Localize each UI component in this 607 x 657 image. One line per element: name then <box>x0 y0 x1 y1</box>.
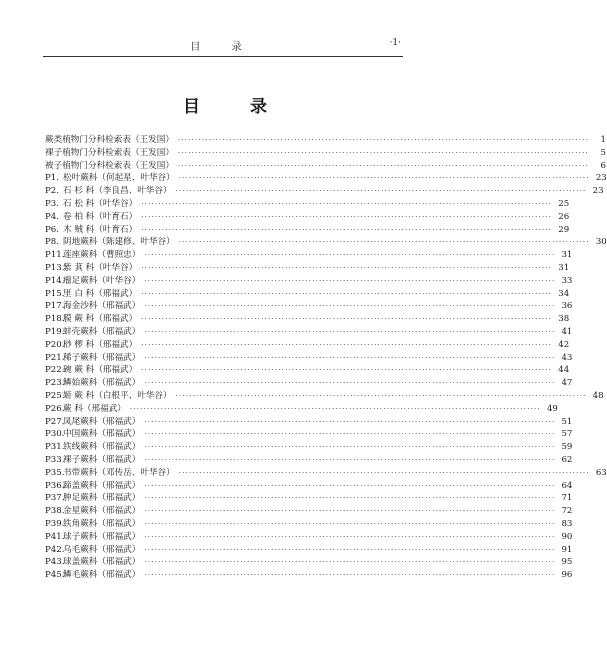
toc-entry-code: P2. <box>45 186 59 197</box>
toc-entry-code: P3. <box>45 198 59 209</box>
toc-dot-leader: ························································································································ <box>144 353 556 362</box>
toc-entry <box>45 185 604 198</box>
toc-entry-title: 裸子蕨科（邢福武） <box>63 454 141 465</box>
toc-dot-leader: ························································································································ <box>144 519 556 528</box>
toc-entry <box>45 492 573 505</box>
toc-entry-page: 64 <box>561 480 573 491</box>
toc-dot-leader: ························································································································ <box>129 404 541 413</box>
toc-entry-title: 膜 蕨 科（邢福武） <box>63 314 138 325</box>
toc-entry-page: 96 <box>561 570 573 581</box>
toc-entry-code: P6. <box>45 224 59 235</box>
toc-entry-page: 43 <box>561 352 573 363</box>
toc-entry-code: P33. <box>45 454 65 465</box>
toc-entry-title: 海金沙科（邢福武） <box>63 301 141 312</box>
toc-entry-page: 36 <box>561 301 573 312</box>
toc-entry-page: 23 <box>592 186 604 197</box>
toc-entry-title: 莲座蕨科（曹照忠） <box>63 250 141 261</box>
toc-dot-leader: ························································································································ <box>144 507 556 516</box>
toc-entry-code: P31. <box>45 442 65 453</box>
toc-entry-page: 38 <box>558 314 570 325</box>
toc-entry-code: P21. <box>45 352 65 363</box>
toc-entry-page: 30 <box>595 237 607 248</box>
toc-entry-page: 72 <box>561 506 573 517</box>
toc-entry-code: P14. <box>45 275 65 286</box>
toc-dot-leader: ························································································································ <box>141 225 553 234</box>
toc-dot-leader: ························································································································ <box>177 148 589 157</box>
toc-entry-title: 鳞毛蕨科（邢福武） <box>63 570 141 581</box>
toc-dot-leader: ························································································································ <box>141 289 553 298</box>
toc-entry-code: P1. <box>45 173 59 184</box>
toc-entry-title: 铁角蕨科（邢福武） <box>63 518 141 529</box>
toc-entry-title: 稀子蕨科（邢福武） <box>63 352 141 363</box>
toc-dot-leader: ························································································································ <box>144 276 556 285</box>
toc-dot-leader: ························································································································ <box>144 379 556 388</box>
toc-entry-page: 1 <box>600 135 606 145</box>
toc-dot-leader: ························································································································ <box>141 199 553 208</box>
toc-entry-code: P37. <box>45 493 65 504</box>
toc-dot-leader: ························································································································ <box>144 430 556 439</box>
toc-entry-title: 肿足蕨科（邢福武） <box>63 493 141 504</box>
toc-dot-leader: ························································································································ <box>144 494 556 503</box>
toc-entry-title: 蚌壳蕨科（邢福武） <box>63 326 141 337</box>
toc-entry-code: P23. <box>45 378 65 389</box>
toc-entry-code: P36. <box>45 480 65 491</box>
toc-entry <box>45 198 570 211</box>
toc-entry-title: 蕨类植物门分科检索表（王发国） <box>45 135 174 145</box>
toc-entry-title: 球盖蕨科（邢福武） <box>63 557 141 568</box>
toc-entry-page: 41 <box>561 326 573 337</box>
toc-entry <box>45 147 606 160</box>
toc-entry-title: 鳞始蕨科（邢福武） <box>63 378 141 389</box>
toc-entry-code: P38. <box>45 506 65 517</box>
toc-entry <box>45 518 573 531</box>
toc-entry-code: P27. <box>45 416 65 427</box>
toc-entry-page: 23 <box>595 173 607 184</box>
toc-entry <box>45 467 607 480</box>
toc-entry <box>45 556 573 569</box>
toc-entry <box>45 249 573 262</box>
toc-entry <box>45 262 570 275</box>
toc-entry-page: 71 <box>561 493 573 504</box>
toc-dot-leader: ························································································································ <box>144 327 556 336</box>
toc-entry-title: 被子植物门分科检索表（王发国） <box>45 160 174 171</box>
toc-entry-code: P18. <box>45 314 65 325</box>
toc-entry-page: 6 <box>600 160 606 171</box>
toc-entry <box>45 505 573 518</box>
toc-entry-page: 44 <box>558 365 570 376</box>
toc-entry <box>45 441 573 454</box>
toc-entry-page: 63 <box>595 467 607 478</box>
toc-entry <box>45 377 573 390</box>
toc-entry-title: 阴地蕨科（陈建修、叶华谷） <box>63 237 175 248</box>
toc-dot-leader: ························································································································ <box>178 174 590 183</box>
toc-entry <box>45 339 570 352</box>
toc-entry <box>45 313 570 326</box>
toc-dot-leader: ························································································································ <box>141 366 553 375</box>
toc-entry <box>45 531 573 544</box>
toc-entry <box>45 134 606 147</box>
toc-entry-code: P30. <box>45 429 65 440</box>
toc-dot-leader: ························································································································ <box>178 238 590 247</box>
toc-entry-title: 姬 蕨 科（白根平、叶华谷） <box>63 390 172 401</box>
toc-entry-page: 48 <box>592 390 604 401</box>
toc-entry-code: P20. <box>45 339 65 350</box>
toc-entry <box>45 300 573 313</box>
toc-entry-page: 51 <box>561 416 573 427</box>
toc-entry-page: 31 <box>561 250 573 261</box>
toc-entry-title: 石 杉 科（李良昌、叶华谷） <box>63 186 172 197</box>
running-title: 目 录 <box>190 42 256 53</box>
toc-entry <box>45 480 573 493</box>
toc-entry-code: P43. <box>45 557 65 568</box>
toc-entry-code: P19. <box>45 326 65 337</box>
toc-entry-code: P35. <box>45 467 65 478</box>
toc-dot-leader: ························································································································ <box>144 302 556 311</box>
toc-entry <box>45 172 607 185</box>
toc-entry-page: 34 <box>558 288 570 299</box>
toc-entry <box>45 352 573 365</box>
toc-entry <box>45 364 570 377</box>
toc-entry-title: 木 贼 科（叶育石） <box>63 224 138 235</box>
toc-entry <box>45 544 573 557</box>
toc-entry-page: 90 <box>561 531 573 542</box>
toc-entry-title: 石 松 科（叶华谷） <box>63 198 138 209</box>
toc-entry-title: 蕨 科（邢福武） <box>63 403 126 414</box>
toc-entry-code: P4. <box>45 211 59 222</box>
toc-entry-title: 蹄盖蕨科（邢福武） <box>63 480 141 491</box>
toc-entry-title: 里 白 科（邢福武） <box>63 288 138 299</box>
toc-entry <box>45 326 573 339</box>
toc-entry-title: 紫 萁 科（叶华谷） <box>63 262 138 273</box>
toc-entry-code: P17. <box>45 301 65 312</box>
toc-entry-title: 金星蕨科（邢福武） <box>63 506 141 517</box>
toc-entry-page: 31 <box>558 262 570 273</box>
toc-entry-page: 57 <box>561 429 573 440</box>
page-title: 目 录 <box>183 97 289 117</box>
toc-entry-title: 中国蕨科（邢福武） <box>63 429 141 440</box>
toc-entry-code: P42. <box>45 544 65 555</box>
running-page-number: ·1· <box>389 38 401 48</box>
toc-entry <box>45 275 573 288</box>
toc-entry-code: P45. <box>45 570 65 581</box>
toc-entry <box>45 569 573 582</box>
toc-entry <box>45 160 606 173</box>
toc-dot-leader: ························································································································ <box>177 161 589 170</box>
toc-entry-title: 球子蕨科（邢福武） <box>63 531 141 542</box>
toc-entry-title: 瘤足蕨科（叶华谷） <box>63 275 141 286</box>
toc-dot-leader: ························································································································ <box>144 417 556 426</box>
toc-entry-page: 5 <box>600 147 606 158</box>
toc-dot-leader: ························································································································ <box>144 481 556 490</box>
toc-entry-title: 凤尾蕨科（邢福武） <box>63 416 141 427</box>
toc-entry-title: 裸子植物门分科检索表（王发国） <box>45 147 174 158</box>
toc-entry <box>45 403 558 416</box>
toc-entry-page: 83 <box>561 518 573 529</box>
toc-entry-code: P22. <box>45 365 65 376</box>
toc-dot-leader: ························································································································ <box>141 212 553 221</box>
toc-entry-page: 95 <box>561 557 573 568</box>
toc-entry-title: 卷 柏 科（叶育石） <box>63 211 138 222</box>
toc-entry-title: 书带蕨科（邓传岳、叶华谷） <box>63 467 175 478</box>
toc-entry <box>45 211 570 224</box>
toc-entry <box>45 416 573 429</box>
toc-entry-code: P41. <box>45 531 65 542</box>
toc-entry <box>45 454 573 467</box>
toc-entry-page: 62 <box>561 454 573 465</box>
toc-dot-leader: ························································································································ <box>141 263 553 272</box>
toc-entry <box>45 428 573 441</box>
toc-entry-title: 铁线蕨科（邢福武） <box>63 442 141 453</box>
toc-entry <box>45 236 607 249</box>
toc-entry <box>45 390 604 403</box>
toc-entry-title: 桫 椤 科（邢福武） <box>63 339 138 350</box>
toc-entry-code: P8. <box>45 237 59 248</box>
toc-entry-page: 29 <box>558 224 570 235</box>
running-header <box>43 36 403 57</box>
toc-entry-page: 26 <box>558 211 570 222</box>
table-of-contents <box>45 134 607 582</box>
toc-entry-title: 乌毛蕨科（邢福武） <box>63 544 141 555</box>
toc-entry-page: 42 <box>558 339 570 350</box>
toc-dot-leader: ························································································································ <box>144 251 556 260</box>
toc-dot-leader: ························································································································ <box>178 468 590 477</box>
toc-dot-leader: ························································································································ <box>144 443 556 452</box>
toc-entry-code: P15. <box>45 288 65 299</box>
toc-entry <box>45 224 570 237</box>
toc-dot-leader: ························································································································ <box>144 571 556 580</box>
toc-dot-leader: ························································································································ <box>175 391 587 400</box>
toc-dot-leader: ························································································································ <box>144 545 556 554</box>
toc-entry-title: 碗 蕨 科（邢福武） <box>63 365 138 376</box>
toc-entry-page: 25 <box>558 198 570 209</box>
toc-dot-leader: ························································································································ <box>141 315 553 324</box>
toc-entry-code: P39. <box>45 518 65 529</box>
toc-entry-code: P13. <box>45 262 65 273</box>
toc-dot-leader: ························································································································ <box>144 532 556 541</box>
toc-dot-leader: ························································································································ <box>175 187 587 196</box>
toc-dot-leader: ························································································································ <box>144 455 556 464</box>
toc-entry-page: 47 <box>561 378 573 389</box>
toc-entry-page: 59 <box>561 442 573 453</box>
toc-entry-page: 91 <box>561 544 573 555</box>
toc-entry-code: P25. <box>45 390 65 401</box>
toc-entry-page: 49 <box>546 403 558 414</box>
toc-entry-title: 松叶蕨科（何起星、叶华谷） <box>63 173 175 184</box>
toc-dot-leader: ························································································································ <box>144 558 556 567</box>
toc-entry-code: P11. <box>45 250 65 261</box>
toc-entry <box>45 288 570 301</box>
toc-dot-leader: ························································································································ <box>177 136 589 144</box>
toc-entry-code: P26. <box>45 403 65 414</box>
toc-dot-leader: ························································································································ <box>141 340 553 349</box>
toc-entry-page: 33 <box>561 275 573 286</box>
